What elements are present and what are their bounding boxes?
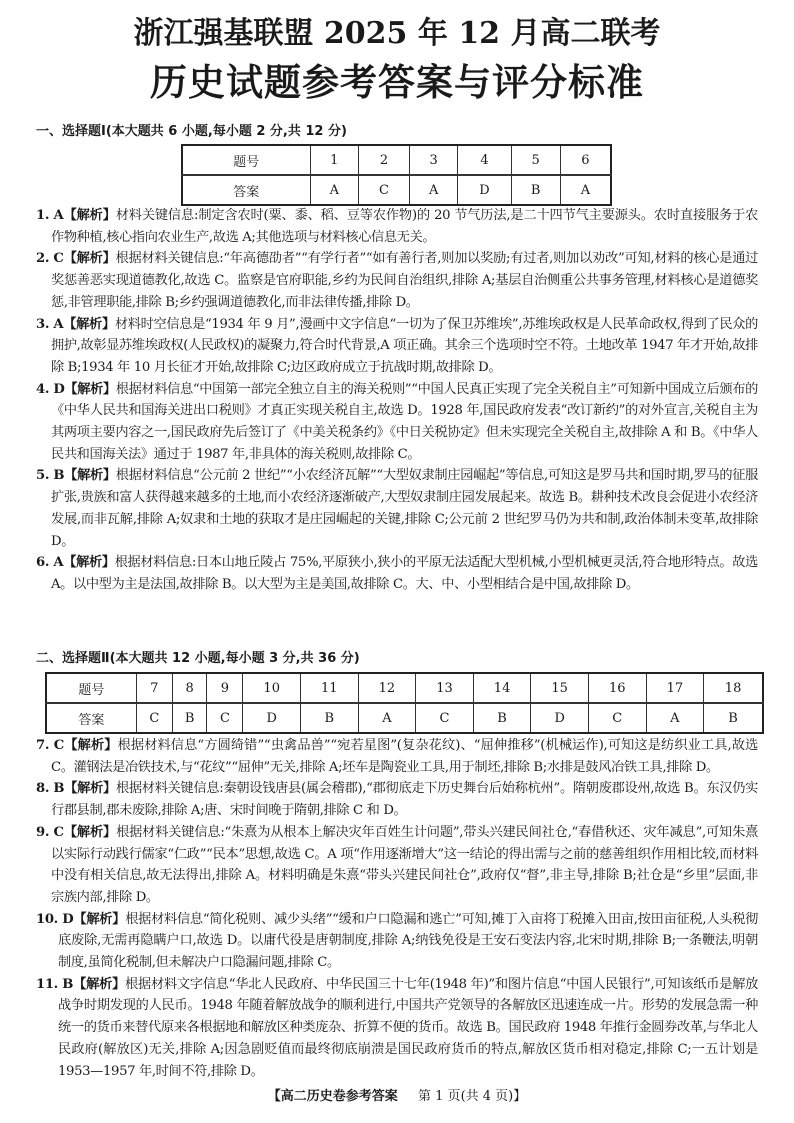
answer-cell: B: [172, 703, 207, 733]
item-text: 材料关键信息:制定含农时(粟、黍、稻、豆等农作物)的 20 节气历法,是二十四节气主要源头。农时直接服务于农作物种植,核心指向农业生产,故选 A;其他选项与材料核心信息无关。: [51, 208, 758, 245]
explanation-item: [36, 974, 758, 1083]
question-number: 18: [704, 673, 763, 703]
explanation-item: [36, 552, 758, 595]
question-number: 11: [301, 673, 359, 703]
question-number: 16: [588, 673, 646, 703]
question-number: 3: [409, 145, 457, 175]
question-number: 17: [646, 673, 704, 703]
row-label: 题号: [46, 673, 136, 703]
document-subtitle: 历史试题参考答案与评分标准: [150, 60, 644, 104]
answer-cell: C: [416, 703, 474, 733]
answer-table-1: [181, 144, 612, 206]
footer-page-info: 第 1 页(共 4 页)】: [418, 1089, 527, 1104]
table-row-answers: [182, 175, 611, 205]
table-row-numbers: [182, 145, 611, 175]
explanations-part2: [36, 735, 758, 1082]
answer-cell: B: [301, 703, 359, 733]
question-number: 10: [243, 673, 301, 703]
question-number: 13: [416, 673, 474, 703]
item-label: 5. B【解析】: [36, 468, 116, 484]
explanation-item: [36, 314, 758, 379]
item-text: 根据材料信息“中国第一部完全独立自主的海关税则”“中国人民真正实现了完全关税自主”可知新中国成立后颁布的《中华人民共和国海关进出口税则》才真正实现关税自主,故选 D。1928 年,国民政府发表“改订新约”的对外宣言,关税自主为其两项主要内容之一,国民政府先后签订了《中美关税条约》《中日关税协定》但未实现完全关税自主,故排除 A 和 B。《中华人民共和国海关法》通过于 1987 年,非具体的海关税则,故排除 C。: [51, 381, 758, 462]
question-number: 8: [172, 673, 207, 703]
item-text: 根据材料信息“简化税则、减少头绪”“缓和户口隐漏和逃亡”可知,摊丁入亩将丁税摊入田亩,按田亩征税,人头税彻底废除,无需再隐瞒户口,故选 D。以庸代役是唐朝制度,排除 A;纳钱免役是王安石变法内容,北宋时期,排除 B;一条鞭法,明朝制度,虽简化税制,但未解决户口隐漏问题,排除 C。: [58, 911, 758, 971]
explanation-item: [36, 909, 758, 974]
document-title: 浙江强基联盟 2025 年 12 月高二联考: [133, 16, 661, 51]
answer-cell: A: [310, 175, 358, 205]
answer-cell: A: [358, 703, 416, 733]
answer-cell: B: [511, 175, 560, 205]
explanation-item: [36, 205, 758, 248]
footer-doc-label: 【高二历史卷参考答案: [267, 1089, 398, 1104]
answer-cell: B: [473, 703, 531, 733]
answer-cell: B: [704, 703, 763, 733]
item-label: 6. A【解析】: [36, 555, 115, 571]
question-number: 2: [358, 145, 409, 175]
table-row-answers: [46, 703, 763, 733]
item-label: 7. C【解析】: [36, 738, 118, 753]
table-row-numbers: [46, 673, 763, 703]
explanation-item: [36, 379, 758, 466]
section1-heading: 一、选择题Ⅰ(本大题共 6 小题,每小题 2 分,共 12 分): [36, 124, 347, 139]
question-number: 14: [473, 673, 531, 703]
item-label: 8. B【解析】: [36, 781, 116, 797]
row-label: 答案: [182, 175, 310, 205]
explanation-item: [36, 822, 758, 909]
question-number: 1: [310, 145, 358, 175]
section2-heading: 二、选择题Ⅱ(本大题共 12 小题,每小题 3 分,共 36 分): [36, 651, 360, 666]
item-label: 10. D【解析】: [36, 911, 126, 927]
answer-cell: C: [136, 703, 172, 733]
question-number: 15: [531, 673, 589, 703]
item-label: 4. D【解析】: [36, 381, 116, 397]
item-text: 根据材料关键信息:秦朝设钱唐县(属会稽郡),“郡彻底走下历史舞台后始称杭州”。隋朝废郡设州,故选 B。东汉仍实行郡县制,郡未废除,排除 A;唐、宋时间晚于隋朝,排除 C 和 D。: [51, 781, 758, 819]
item-label: 3. A【解析】: [36, 316, 115, 332]
answer-cell: C: [588, 703, 646, 733]
answer-cell: C: [207, 703, 243, 733]
item-text: 根据材料信息“公元前 2 世纪”“小农经济瓦解”“大型奴隶制庄园崛起”等信息,可知这是罗马共和国时期,罗马的征服扩张,贵族和富人获得越来越多的土地,而小农经济逐渐破产,大型奴隶制庄园发展起来。故选 B。耕种技术改良会促进小农经济发展,而非瓦解,排除 A;奴隶和土地的获取才是庄园崛起的关键,排除 C;公元前 2 世纪罗马仍为共和制,政治体制未变革,故排除 D。: [51, 468, 758, 549]
answer-table-2: [45, 672, 764, 734]
explanation-item: [36, 465, 758, 552]
answer-cell: A: [409, 175, 457, 205]
item-label: 1. A【解析】: [36, 208, 116, 223]
item-label: 2. C【解析】: [36, 251, 116, 267]
question-number: 5: [511, 145, 560, 175]
answer-cell: D: [531, 703, 589, 733]
explanation-item: [36, 778, 758, 821]
row-label: 题号: [182, 145, 310, 175]
item-label: 9. C【解析】: [36, 824, 117, 840]
question-number: 9: [207, 673, 243, 703]
answer-cell: D: [243, 703, 301, 733]
answer-cell: A: [560, 175, 611, 205]
question-number: 7: [136, 673, 172, 703]
answer-cell: C: [358, 175, 409, 205]
explanation-item: [36, 735, 758, 778]
item-label: 11. B【解析】: [36, 976, 126, 992]
answer-cell: A: [646, 703, 704, 733]
item-text: 根据材料文字信息“华北人民政府、中华民国三十七年(1948 年)”和图片信息“中国人民银行”,可知该纸币是解放战争时期发现的人民币。1948 年随着解放战争的顺利进行,中国共产党领导的各解放区迅速连成一片。形势的发展急需一种统一的货币来替代原来各根据地和解放区种类庞杂、折算不便的货币。故选 B。国民政府 1948 年推行金圆券改革,与华北人民政府(解放区)无关,排除 A;因急剧贬值而最终彻底崩溃是国民政府货币的特点,解放区货币相对稳定,排除 C;一五计划是 1953—1957 年,时间不符,排除 D。: [58, 976, 759, 1079]
question-number: 12: [358, 673, 416, 703]
item-text: 根据材料信息:日本山地丘陵占 75%,平原狭小,狭小的平原无法适配大型机械,小型机械更灵活,符合地形特点。故选 A。以中型为主是法国,故排除 B。以大型为主是美国,故排除 C。大、中、小型相结合是中国,故排除 D。: [51, 555, 758, 592]
question-number: 6: [560, 145, 611, 175]
page-footer: [0, 1088, 794, 1106]
explanation-item: [36, 248, 758, 313]
item-text: 根据材料关键信息:“朱熹为从根本上解决灾年百姓生计问题”,带头兴建民间社仓,“春借秋还、灾年减息”,可知朱熹以实际行动践行儒家“仁政”“民本”思想,故选 C。A 项“作用逐渐增大”这一结论的得出需与之前的慈善组织作用相比较,而材料中没有相关信息,故无法得出,排除 A。材料明确是朱熹“带头兴建民间社仓”,政府仅“督”,非主导,排除 B;社仓是“乡里”层面,非宗族内部,排除 D。: [51, 824, 758, 905]
row-label: 答案: [46, 703, 136, 733]
explanations-part1: [36, 205, 758, 596]
item-text: 材料时空信息是“1934 年 9 月”,漫画中文字信息“一切为了保卫苏维埃”,苏维埃政权是人民革命政权,得到了民众的拥护,故彰显苏维埃政权(人民政权)的凝聚力,符合时代背景,A 项正确。其余三个选项时空不符。土地改革 1947 年才开始,故排除 B;1934 年 10 月长征才开始,故排除 C;边区政府成立于抗战时期,故排除 D。: [51, 316, 758, 375]
item-text: 根据材料信息“方圆绮错”“虫禽品兽”“宛若星图”(复杂花纹)、“屈伸推移”(机械运作),可知这是纺织业工具,故选 C。灌钢法是冶铁技术,与“花纹”“屈伸”无关,排除 A;坯车是陶瓷业工具,用于制坯,排除 B;水排是鼓风冶铁工具,排除 D。: [51, 738, 758, 775]
answer-cell: D: [458, 175, 511, 205]
question-number: 4: [458, 145, 511, 175]
item-text: 根据材料关键信息:“年高德劭者”“有学行者”“如有善行者,则加以奖励;有过者,则加以劝改”可知,材料的核心是通过奖惩善恶实现道德教化,故选 C。监察是官府职能,乡约为民间自治组织,排除 A;基层自治侧重公共事务管理,材料核心是道德奖惩,非管理职能,排除 B;乡约强调道德教化,而非法律传播,排除 D。: [51, 251, 758, 310]
